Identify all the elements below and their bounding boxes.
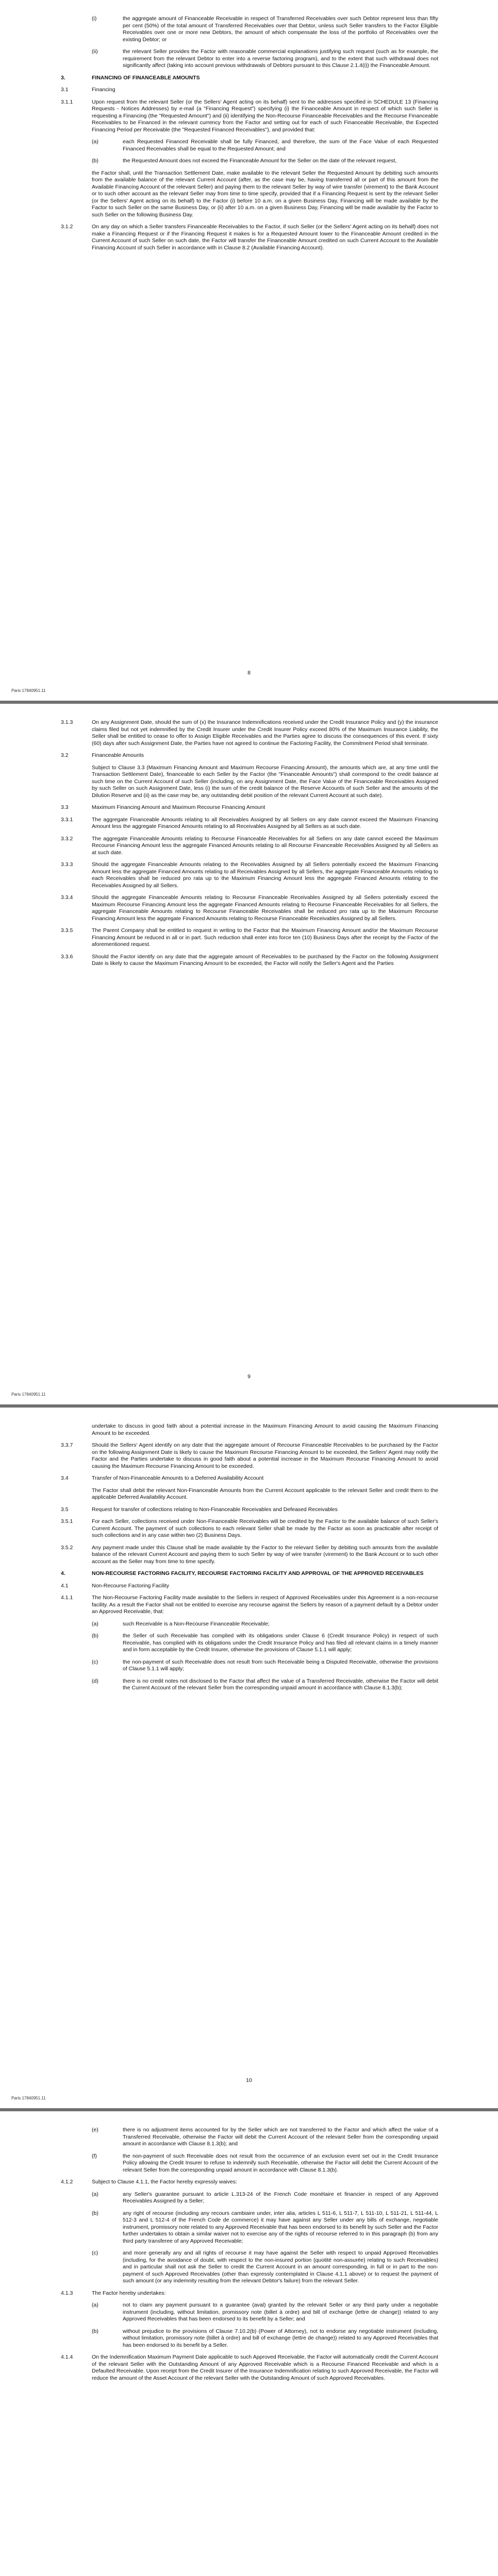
clause-paragraph <box>61 927 438 948</box>
clause-text: the non-payment of such Receivable does not result from the occurrence of an exclusion event set out in the Credit Insurance Policy allowing the Credit Insurer to refuse to indemnify such Receivable, otherwise the Factor will debit the Current Account of the relevant Seller from the corresponding unpaid amount in accordance with Clause 8.1.3(b). <box>123 2153 438 2173</box>
clause-text: the Seller of such Receivable has complied with its obligations under Clause 6 (Credit Insurance Policy) in respect of such Receivable, has complied with its obligations under the Credit Insurance Policy and has filed all relevant claims in a timely manner and in form acceptable by the Credit Insurer, otherwise the provisions of Clause 5.1.1 will apply; <box>123 1633 438 1653</box>
clause-number: 4.1 <box>61 1582 69 1589</box>
clause-text: Any payment made under this Clause shall be made available by the Factor to the relevant Seller by debiting such amounts from the available balance of the relevant Current Account and paying them to such Seller by way of wire transfer (virement) to the Bank Account or to such other account as the Seller may from time to time specify. <box>92 1544 438 1565</box>
clause-number: (f) <box>92 2153 97 2159</box>
clause-text: such Receivable is a Non-Recourse Financeable Receivable; <box>123 1620 270 1627</box>
clause-paragraph <box>92 2250 438 2285</box>
clause-text: The Factor shall debit the relevant Non-Financeable Amounts from the Current Account applicable to the relevant Seller and credit them to the applicable Deferred Availability Account. <box>92 1487 438 1500</box>
clause-paragraph <box>92 2127 438 2148</box>
clause-paragraph <box>61 224 438 251</box>
clause-text: each Requested Financed Receivable shall be fully Financed, and therefore, the sum of the Face Value of each Requested Financed Receivables shall be equal to the Requested Amount; and <box>123 139 438 152</box>
clause-text: there is no credit notes not disclosed to the Factor that affect the value of a Transferred Receivable, otherwise the Factor will debit the Current Account of the relevant Seller from the corresponding unpaid amount in accordance with Clause 8.1.3(b); <box>123 1677 438 1691</box>
clause-number: (c) <box>92 2250 98 2256</box>
clause-text: not to claim any payment pursuant to a guarantee (aval) granted by the relevant Seller or any third party under a negotiable instrument (including, without limitation, promissory note (billet à ordre) and bill of exchange (lettre de change)) related to any Approved Receivables that has been endorsed to its benefit by a Seller; and <box>123 2302 438 2322</box>
clause-paragraph <box>92 2328 438 2349</box>
clause-text: the Requested Amount does not exceed the Financeable Amount for the Seller on the date of the relevant request, <box>123 158 397 164</box>
clause-paragraph <box>61 1595 438 1616</box>
clause-paragraph <box>61 817 438 831</box>
clause-text: The Non-Recourse Factoring Facility made available to the Sellers in respect of Approved Receivables under this Agreement is a non-recourse facility. As a result the Factor shall not be entitled to exercise any recourse against the Sellers by reason of a payment default by a Debtor under an Approved Receivable, that: <box>92 1595 438 1615</box>
clause-number: 3.3.5 <box>61 927 73 934</box>
clause-paragraph <box>61 1442 438 1470</box>
clause-text: On any Assignment Date, should the sum of (x) the Insurance Indemnifications received under the Credit Insurance Policy and (y) the insurance claims filed but not yet indemnified by the Credit Insurer under the Credit Insurer Policy exceed 80% of the Maximum Insurance Liability, the Seller shall be entitled to cease to offer to Assign Eligible Receivables and the Parties agree to discuss the consequences of this event. If sixty (60) days after such Assignment Date, the Parties have not agreed to continue the Factoring Facility, the Commitment Period shall terminate. <box>92 719 438 747</box>
clause-text: any Seller's guarantee pursuant to article L.313-24 of the French Code monétaire et financier in respect of any Approved Receivables Assigned by a Seller; <box>123 2191 438 2204</box>
clause-number: (a) <box>92 2302 98 2308</box>
page-8 <box>0 0 498 701</box>
clause-text: Should the Factor identify on any date that the aggregate amount of Receivables to be purchased by the Factor on the following Assignment Date is likely to cause the Maximum Financing Amount to be exceeded, the Factor will notify the Seller's Agent and the Parties <box>92 953 438 967</box>
clause-paragraph <box>92 765 438 800</box>
clause-paragraph <box>61 99 438 134</box>
page-10 <box>0 1408 498 2108</box>
clause-text: FINANCING OF FINANCEABLE AMOUNTS <box>92 74 200 81</box>
clause-number: 4.1.3 <box>61 2290 73 2296</box>
clause-paragraph <box>92 170 438 219</box>
clause-paragraph <box>61 1506 438 1514</box>
clause-paragraph <box>92 139 438 152</box>
clause-paragraph <box>92 158 438 165</box>
clause-number: 3.2 <box>61 752 69 758</box>
document-reference: Paris 17840951.11 <box>11 2096 46 2100</box>
clause-number: 3.5.1 <box>61 1518 73 1524</box>
clause-number: 3.3.2 <box>61 835 73 842</box>
clause-number: 4. <box>61 1570 65 1577</box>
clause-number: (b) <box>92 2210 98 2216</box>
page-content <box>61 1423 438 1697</box>
page-content <box>61 719 438 973</box>
clause-number: 3.5.2 <box>61 1544 73 1551</box>
clause-text: The aggregate Financeable Amounts relating to all Receivables Assigned by all Sellers on any date cannot exceed the Maximum Financing Amount less the aggregate Financed Amounts relating to all Receivables Assigned by all Sellers as at such date. <box>92 816 438 829</box>
clause-number: (b) <box>92 1633 98 1639</box>
clause-text: Non-Recourse Factoring Facility <box>92 1582 169 1589</box>
clause-paragraph <box>92 1633 438 1654</box>
clause-text: the aggregate amount of Financeable Receivable in respect of Transferred Receivables over such Debtor represent less than fifty per cent (50%) of the total amount of Transferred Receivables over that Debtor, unless such Seller transfers to the Factor Eligible Receivables over one or more new Debtors, the amount of which compensate the loss of the portfolio of Receivables over the existing Debtor; or <box>123 15 438 43</box>
clause-paragraph <box>61 1545 438 1566</box>
clause-text: Maximum Financing Amount and Maximum Recourse Financing Amount <box>92 804 265 810</box>
clause-paragraph <box>61 894 438 922</box>
clause-text: NON-RECOURSE FACTORING FACILITY, RECOURSE FACTORING FACILITY AND APPROVAL OF THE APPROVED RECEIVABLES <box>92 1570 424 1577</box>
clause-text: Transfer of Non-Financeable Amounts to a Deferred Availability Account <box>92 1475 264 1481</box>
clause-number: 3.3 <box>61 804 69 810</box>
page-number: 10 <box>246 2077 252 2083</box>
clause-text: Should the aggregate Financeable Amounts relating to the Receivables Assigned by all Sellers potentially exceed the Maximum Financing Amount less the aggregate Financed Amounts relating to all Receivables Assigned by all Sellers, the aggregate Financeable Amounts relating to each Receivables shall be reduced pro rata up to the Maximum Financing Amount less the aggregate Financed Amounts relating to the Receivables Assigned by all Sellers. <box>92 861 438 889</box>
clause-number: 3.4 <box>61 1475 69 1481</box>
clause-text: The aggregate Financeable Amounts relating to Recourse Financeable Receivables for all Sellers on any date cannot exceed the Maximum Recourse Financing Amount less the aggregate Financed Amounts relating to all Recourse Financeable Receivables Assigned by all Sellers as at such date. <box>92 835 438 856</box>
document-reference: Paris 17840951.11 <box>11 1392 46 1397</box>
clause-text: any right of recourse (including any recours cambiaire under, inter alia, articles L 511-6, L 511-7, L 511-10, L 511-21, L 511-44, L 512-3 and L 512-4 of the French Code de commerce) it may have against any Seller under any bills of exchange, negotiable instrument, promissory note related to any Approved Receivable that has been endorsed to its benefit by such Seller and the Factor further undertakes to obtain a similar waiver not to exercise any of the rights of recourse referred to in this paragraph (b) from any third party transferee of any Approved Receivable; <box>123 2210 438 2244</box>
clause-number: 3.1 <box>61 87 69 93</box>
clause-text: the relevant Seller provides the Factor with reasonable commercial explanations justifying such request (such as for example, the requirement from the relevant Debtor to enter into a reverse factoring program), and to the extent that such withdrawal does not significantly affect (taking into account previous withdrawals of Debtors pursuant to this Clause 2.1.4(i)) the Financeable Amount. <box>123 48 438 69</box>
clause-number: (i) <box>92 15 97 22</box>
clause-text: For each Seller, collections received under Non-Financeable Receivables will be credited by the Factor to the available balance of such Seller's Current Account. The payment of such collections to each relevant Seller shall be made by the Factor as soon as practicable after receipt of such collections and in any case within two (2) Business Days. <box>92 1518 438 1538</box>
clause-paragraph <box>61 1475 438 1482</box>
clause-text: The Parent Company shall be entitled to request in writing to the Factor that the Maximum Financing Amount and/or the Maximum Recourse Financing Amount be reduced in all or in part. Such reduction shall enter into force ten (10) Business Days after the receipt by the Factor of the aforementioned request. <box>92 927 438 947</box>
clause-paragraph <box>61 2179 438 2186</box>
clause-number: 3.3.3 <box>61 861 73 868</box>
clause-text: Request for transfer of collections relating to Non-Financeable Receivables and Defeased Receivables <box>92 1506 338 1513</box>
clause-text: The Factor hereby undertakes: <box>92 2290 166 2296</box>
clause-paragraph <box>61 1518 438 1539</box>
clause-text: Financing <box>92 87 115 93</box>
clause-text: the Factor shall, until the Transaction Settlement Date, make available to the relevant Seller the Requested Amount by debiting such amounts from the available balance of the relevant Current Account (after, as the case may be, having transferred all or part of this amount from the Available Financing Account of the relevant Seller) and paying them to the relevant Seller by way of wire transfer (virement) to the Bank Account or to such other account as the relevant Seller may from time to time specify, provided that if a Financing Request is sent by the relevant Seller (or the Sellers' Agent acting on its behalf) to the Factor (i) before 10 a.m. on a given Business Day, Financing will be made available by the Factor to such Seller on the same Business Day, or (ii) after 10 a.m. on a given Business Day, Financing will be made available by the Factor to such Seller on the following Business Day. <box>92 170 438 218</box>
clause-paragraph <box>92 2302 438 2323</box>
clause-number: 3.3.7 <box>61 1442 73 1448</box>
clause-number: 3.1.1 <box>61 98 73 105</box>
clause-paragraph <box>61 75 438 82</box>
clause-paragraph <box>61 2290 438 2297</box>
clause-paragraph <box>92 1487 438 1501</box>
clause-text: Subject to Clause 3.3 (Maximum Financing Amount and Maximum Recourse Financing Amount), the amounts which are, at any time until the Transaction Settlement Date), financeable to each Seller by the Factor (the "Financeable Amounts") shall correspond to the credit balance at such time on the Current Account of such Seller (including, on any Assignment Date, the Face Value of the Financeable Receivables Assigned by such Seller on such Assignment Date, less (i) the sum of the credit balance of the Reserve Accounts of such Seller and the amounts of the Dilution Reserve and (ii) as the case may be, any outstanding debit position of the relevant Current Account at such date). <box>92 764 438 799</box>
clause-number: (b) <box>92 158 98 164</box>
clause-number: 4.1.1 <box>61 1595 73 1601</box>
document-reference: Paris 17840951.11 <box>11 688 46 693</box>
clause-text: without prejudice to the provisions of Clause 7.10.2(b) (Power of Attorney), not to endorse any negotiable instrument (including, without limitation, promissory note (billet à ordre) and bill of exchange (lettre de change)) related to any Approved Receivables that has been endorsed to its benefit by a Seller. <box>123 2328 438 2348</box>
clause-text: and more generally any and all rights of recourse it may have against the Seller with respect to unpaid Approved Receivables (including, for the avoidance of doubt, with respect to the non-insured portion (quotité non-assurée) relating to such Receivables) and in particular shall not ask the Seller to credit the Current Account in an amount corresponding, in full or in part to the non-payment of such Approved Receivables (other than expressly contemplated in Clause 4.1.1 above) or to request the payment of such amount (or any indemnity resulting from the relevant Debtor's failure) from the relevant Seller. <box>123 2250 438 2284</box>
clause-number: (a) <box>92 1620 98 1627</box>
clause-paragraph <box>61 804 438 811</box>
clause-paragraph <box>61 1570 438 1578</box>
clause-paragraph <box>92 1659 438 1673</box>
clause-text: On any day on which a Seller transfers Financeable Receivables to the Factor, if such Seller (or the Sellers' Agent acting on its behalf) does not make a Financing Request or if the Financing Request it makes is for a Requested Amount lower to the Financeable Amount credited in the Current Account of such Seller on such date, the Factor will transfer the Financeable Amount credited on such Current Account to the Available Financing Account of such Seller in accordance with in Clause 8.2 (Available Financing Account). <box>92 224 438 251</box>
clause-paragraph <box>61 861 438 889</box>
clause-paragraph <box>61 752 438 759</box>
clause-text: Should the Sellers' Agent identify on any date that the aggregate amount of Recourse Financeable Receivables to be purchased by the Factor on the following Assignment Date is likely to cause the Maximum Recourse Financing Amount to be exceeded, the Sellers' Agent may notify the Factor and the Parties undertake to discuss in good faith about a potential increase in the Maximum Recourse Financing Amount to avoid causing the Maximum Recourse Financing Amount to be exceeded. <box>92 1442 438 1469</box>
clause-paragraph <box>61 954 438 968</box>
clause-text: undertake to discuss in good faith about a potential increase in the Maximum Financing Amount to avoid causing the Maximum Financing Amount to be exceeded. <box>92 1423 438 1436</box>
clause-number: 3.3.6 <box>61 953 73 960</box>
clause-number: 3.3.4 <box>61 894 73 901</box>
clause-number: 3.3.1 <box>61 816 73 823</box>
clause-text: Should the aggregate Financeable Amounts relating to Recourse Financeable Receivables Assigned by all Sellers potentially exceed the Maximum Recourse Financing Amount less the aggregate Financed Amounts relating to Recourse Financeable Receivables for all Sellers, the aggregate Financeable Amounts relating to Recourse Financeable Receivables shall be reduced pro rata up to the Maximum Recourse Financing Amount less the aggregate Financed Amounts relating to Recourse Financeable Receivables Assigned by all Sellers. <box>92 894 438 922</box>
clause-number: 4.1.2 <box>61 2179 73 2185</box>
page-number: 9 <box>247 1374 251 1380</box>
clause-paragraph <box>92 1423 438 1437</box>
clause-paragraph <box>92 2153 438 2174</box>
page-content <box>61 15 438 257</box>
clause-number: 3. <box>61 74 65 81</box>
clause-number: (e) <box>92 2127 98 2133</box>
clause-text: Financeable Amounts <box>92 752 144 758</box>
clause-number: (ii) <box>92 48 98 55</box>
page-content <box>61 2127 438 2387</box>
clause-paragraph <box>61 1583 438 1590</box>
page-number: 8 <box>247 670 251 676</box>
clause-paragraph <box>92 1621 438 1628</box>
clause-number: (a) <box>92 139 98 145</box>
clause-paragraph <box>61 719 438 747</box>
page-9 <box>0 704 498 1404</box>
clause-number: 3.1.2 <box>61 224 73 230</box>
clause-paragraph <box>92 48 438 70</box>
clause-number: 3.5 <box>61 1506 69 1513</box>
clause-text: Subject to Clause 4.1.1, the Factor hereby expressly waives: <box>92 2179 237 2185</box>
clause-paragraph <box>61 87 438 94</box>
clause-number: (a) <box>92 2191 98 2197</box>
clause-number: (c) <box>92 1658 98 1665</box>
clause-number: (d) <box>92 1677 98 1684</box>
clause-paragraph <box>92 1678 438 1692</box>
clause-text: there is no adjustment items accounted for by the Seller which are not transferred to the Factor and which affect the value of a Transferred Receivable, otherwise the Factor will debit the Current Account of the relevant Seller from the corresponding unpaid amount in accordance with Clause 8.1.3(b); and <box>123 2127 438 2147</box>
clause-text: the non-payment of such Receivable does not result from such Receivable being a Disputed Receivable, otherwise the provisions of Clause 5.1.1 will apply; <box>123 1658 438 1672</box>
clause-text: Upon request from the relevant Seller (or the Sellers' Agent acting on its behalf) sent to the addresses specified in SCHEDULE 13 (Financing Requests - Notices Addresses) by e-mail (a "Financing Request") specifying (i) the Financeable Amount in respect of which such Seller is requesting a Financing (the "Requested Amount") and (ii) identifying the Non-Recourse Financeable Receivables and the Recourse Financeable Receivables to be Financed in the relevant currency from the Factor and setting out for each of such Financeable Receivable, the Expected Financing Period per Receivable (the "Requested Financed Receivables"), and provided that: <box>92 98 438 133</box>
clause-paragraph <box>61 2354 438 2382</box>
page-11 <box>0 2111 498 2576</box>
clause-number: (b) <box>92 2328 98 2334</box>
clause-paragraph <box>92 15 438 43</box>
clause-number: 4.1.4 <box>61 2354 73 2360</box>
clause-paragraph <box>92 2210 438 2245</box>
clause-text: On the Indemnification Maximum Payment Date applicable to such Approved Receivable, the Factor will automatically credit the Current Account of the relevant Seller with the Outstanding Amount of any Approved Receivable which is a Recourse Financed Receivable and which is a Defaulted Receivable. Upon receipt from the Credit Insurer of the Insurance Indemnification relating to such Approved Receivable, the Factor will reduce the amount of the Asset Account of the relevant Seller with the Outstanding Amount of such Approved Receivables. <box>92 2354 438 2381</box>
clause-paragraph <box>92 2191 438 2205</box>
clause-number: 3.1.3 <box>61 719 73 725</box>
clause-paragraph <box>61 836 438 857</box>
